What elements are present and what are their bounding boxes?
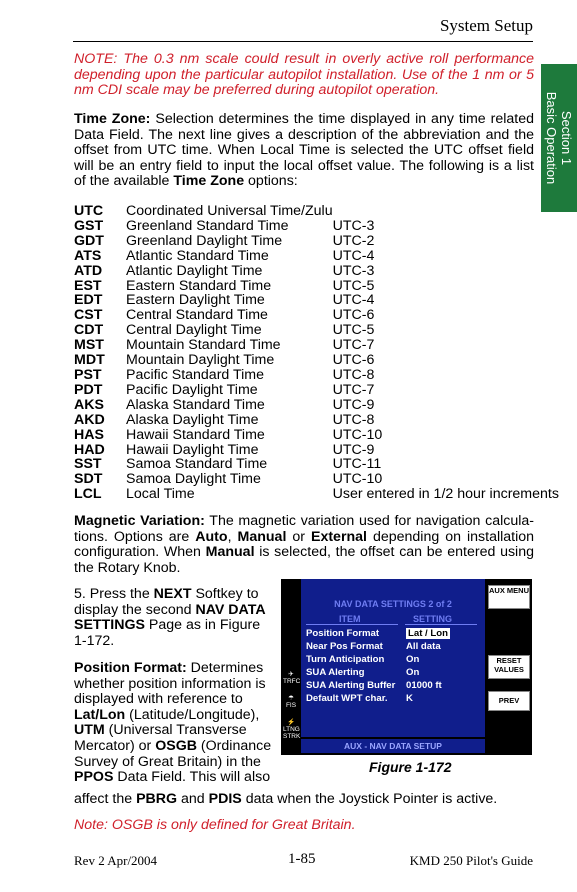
timezone-name: Central Standard Time: [126, 307, 268, 324]
step5-text: Softkey to display the second: [74, 586, 259, 618]
setting-row[interactable]: [306, 628, 486, 641]
step5-text: Page as in Figure 1-172.: [74, 617, 261, 649]
timezone-row: [74, 457, 559, 472]
page-name-bar: AUX - NAV DATA SETUP: [301, 739, 485, 753]
position-format-text: Determines whether position information is displayed with reference to: [74, 660, 266, 708]
timezone-code: GST: [74, 217, 104, 234]
timezone-code: CDT: [74, 322, 104, 339]
timezone-code: MST: [74, 337, 104, 354]
magvar-label: Magnetic Variation:: [74, 513, 205, 529]
magvar-text: or: [286, 528, 311, 545]
setting-item: SUA Alerting: [306, 667, 365, 678]
lightning-label: LTNG STRK: [283, 726, 301, 740]
setting-item: Near Pos Format: [306, 641, 383, 652]
timezone-code: MDT: [74, 352, 105, 369]
position-format-text: (Universal Transverse Mercator) or: [74, 722, 247, 754]
item-header-rule: [306, 624, 398, 625]
timezone-offset: [333, 204, 559, 219]
timezone-bold: Time Zone: [173, 173, 245, 190]
magvar-option-external: External: [310, 528, 367, 545]
timezone-code: AKS: [74, 396, 104, 413]
setting-value[interactable]: K: [406, 693, 413, 704]
lightning-icon[interactable]: ⚡ LTNG STRK: [283, 719, 301, 740]
setting-row[interactable]: [306, 693, 486, 706]
timezone-offset: UTC-3: [332, 262, 375, 279]
timezone-offset: UTC-4: [332, 247, 375, 264]
pdis-field: PDIS: [208, 791, 242, 807]
autopilot-note: NOTE: The 0.3 nm scale could result in overly active roll performance depending upon the particular autopilot installation. Use of the 1 nm or 5 nm CDI scale may be preferred during autopilot operation.: [74, 51, 534, 99]
timezone-offset: UTC-3: [332, 217, 375, 234]
setting-row[interactable]: [306, 667, 486, 680]
timezone-name: Local Time: [126, 486, 195, 503]
setting-value[interactable]: On: [406, 667, 420, 678]
timezone-name: Atlantic Daylight Time: [126, 262, 263, 279]
timezone-offset: UTC-4: [332, 292, 375, 309]
timezone-row: [74, 279, 559, 294]
timezone-name: Coordinated Universal Time/Zulu: [126, 203, 333, 219]
panel-title: NAV DATA SETTINGS 2 of 2: [334, 599, 452, 609]
timezone-text2: options:: [244, 173, 298, 190]
timezone-code: SST: [74, 456, 102, 473]
timezone-name: Hawaii Standard Time: [126, 426, 265, 443]
setting-item: Turn Anticipation: [306, 654, 385, 665]
timezone-row: [74, 249, 559, 264]
footer-revision: Rev 2 Apr/2004: [74, 853, 158, 868]
timezone-offset: UTC-10: [332, 426, 383, 443]
timezone-name: Central Daylight Time: [126, 322, 262, 339]
timezone-code: EST: [74, 277, 102, 294]
timezone-offset: UTC-10: [332, 471, 383, 488]
position-format-continuation: [74, 792, 534, 808]
timezone-row: [74, 368, 559, 383]
magvar-text: ,: [227, 528, 238, 545]
continuation-text: data when the Joystick Pointer is active.: [241, 791, 498, 807]
timezone-row: [74, 293, 559, 308]
ppos-field: PPOS: [74, 769, 114, 786]
timezone-offset: UTC-7: [332, 381, 375, 398]
timezone-offset: UTC-7: [332, 337, 375, 354]
timezone-offset: UTC-9: [332, 396, 375, 413]
timezone-name: Atlantic Standard Time: [126, 247, 269, 264]
timezone-code: CST: [74, 307, 103, 324]
timezone-offset: UTC-6: [332, 352, 375, 369]
timezone-offset: UTC-8: [332, 411, 375, 428]
figure-caption: Figure 1-172: [369, 759, 452, 775]
position-format-paragraph: [74, 661, 272, 786]
timezone-offset: UTC-5: [332, 322, 375, 339]
column-setting-header: SETTING: [413, 614, 453, 624]
magvar-text: The magnetic variation used for navigation calcula-tions. Options are: [74, 513, 535, 545]
setting-value[interactable]: 01000 ft: [406, 680, 442, 691]
header-title: System Setup: [439, 16, 533, 35]
timezone-offset: UTC-9: [332, 441, 375, 458]
footer-guide-title: KMD 250 Pilot's Guide: [409, 853, 533, 868]
timezone-code: HAD: [74, 441, 105, 458]
timezone-row: [74, 219, 559, 234]
section-title: Basic Operation: [544, 91, 559, 185]
timezone-row: [74, 308, 559, 323]
timezone-code: PDT: [74, 381, 103, 398]
timezone-code: PST: [74, 366, 102, 383]
step5-paragraph: [74, 587, 272, 649]
timezone-code: EDT: [74, 292, 103, 309]
position-format-text: (Ordinance Survey of Great Britain) in the: [74, 737, 272, 770]
header-rule: [73, 41, 533, 42]
option-latlon: Lat/Lon: [74, 706, 126, 723]
timezone-row: [74, 234, 559, 249]
timezone-row: [74, 472, 559, 487]
timezone-row: [74, 413, 559, 428]
column-item-header: ITEM: [339, 614, 361, 624]
section-tab-label: [544, 92, 574, 185]
magvar-option-manual: Manual: [205, 544, 255, 561]
timezone-name: Alaska Standard Time: [126, 396, 265, 413]
continuation-text: affect the: [74, 791, 137, 807]
timezone-name: Greenland Standard Time: [126, 217, 289, 234]
timezone-name: Samoa Daylight Time: [126, 471, 261, 488]
fis-icon[interactable]: ☂ FIS: [285, 695, 297, 709]
timezone-code: LCL: [74, 486, 102, 503]
position-format-text: Data Field. This will also: [113, 769, 271, 786]
timezone-paragraph: [74, 112, 534, 190]
setting-item: Position Format: [306, 628, 380, 639]
timezone-table: [74, 204, 559, 502]
position-format-text: (Latitude/Longitude),: [125, 706, 260, 723]
magvar-paragraph: [74, 514, 534, 576]
setting-row[interactable]: [306, 641, 486, 654]
timezone-row: [74, 353, 559, 368]
magvar-option-manual: Manual: [237, 528, 287, 545]
timezone-row: [74, 338, 559, 353]
pbrg-field: PBRG: [136, 791, 178, 807]
step5-text: 5. Press the: [74, 586, 154, 602]
osgb-note: Note: OSGB is only defined for Great Britain.: [74, 817, 356, 833]
timezone-name: Eastern Standard Time: [126, 277, 272, 294]
timezone-code: AKD: [74, 411, 105, 428]
setting-row[interactable]: [306, 680, 486, 693]
timezone-name: Alaska Daylight Time: [126, 411, 259, 428]
setting-row[interactable]: [306, 654, 486, 667]
aux-menu-softkey[interactable]: AUX MENU: [488, 585, 530, 609]
magvar-text: is selected, the offset can be entered using the Rotary Knob.: [74, 544, 534, 576]
magvar-text: depending on installation configuration. When: [74, 528, 535, 561]
magvar-option-auto: Auto: [195, 528, 228, 545]
fis-label: FIS: [285, 702, 297, 709]
timezone-code: GDT: [74, 232, 104, 249]
setting-value[interactable]: All data: [406, 641, 441, 652]
timezone-name: Samoa Standard Time: [126, 456, 268, 473]
reset-values-softkey[interactable]: RESET VALUES: [488, 655, 530, 679]
step5-next: NEXT: [153, 586, 192, 602]
timezone-offset: UTC-8: [332, 366, 375, 383]
timezone-code: UTC: [74, 203, 104, 219]
step5-page-name: NAV DATA SETTINGS: [74, 601, 266, 634]
continuation-text: and: [177, 791, 209, 807]
nav-settings-panel: [301, 579, 485, 737]
page-number: 1-85: [288, 851, 316, 867]
prev-softkey[interactable]: PREV: [488, 691, 530, 711]
timezone-name: Pacific Daylight Time: [126, 381, 258, 398]
timezone-name: Hawaii Daylight Time: [126, 441, 259, 458]
setting-value[interactable]: Lat / Lon: [408, 628, 448, 639]
timezone-code: ATS: [74, 247, 102, 264]
timezone-row: [74, 383, 559, 398]
timezone-row: [74, 204, 559, 219]
timezone-text1: Selection determines the time displayed in any time related Data Field. The next line gives a description of the abbreviation and the offset from UTC time. When Local Time is selected the UTC offset field will be an entry field to input the local offset value. The following is a list of the available: [74, 111, 534, 190]
timezone-offset: UTC-2: [332, 232, 375, 249]
timezone-label: Time Zone:: [74, 111, 151, 127]
setting-header-rule: [405, 624, 477, 625]
timezone-row: [74, 264, 559, 279]
timezone-name: Eastern Daylight Time: [126, 292, 265, 309]
option-osgb: OSGB: [155, 737, 197, 754]
position-format-label: Position Format:: [74, 660, 187, 676]
traffic-icon[interactable]: ✈ TRFC: [283, 671, 301, 685]
section-number: Section 1: [559, 110, 574, 166]
setting-item: SUA Alerting Buffer: [306, 680, 396, 691]
timezone-row: [74, 398, 559, 413]
timezone-row: [74, 323, 559, 338]
timezone-row: [74, 487, 559, 502]
setting-item: Default WPT char.: [306, 693, 388, 704]
timezone-offset: User entered in 1/2 hour increments: [332, 486, 559, 503]
timezone-name: Pacific Standard Time: [126, 366, 264, 383]
timezone-name: Greenland Daylight Time: [126, 232, 283, 249]
timezone-name: Mountain Standard Time: [126, 337, 281, 354]
timezone-row: [74, 428, 559, 443]
option-utm: UTM: [74, 722, 105, 739]
timezone-code: SDT: [74, 471, 103, 488]
timezone-code: ATD: [74, 262, 103, 279]
timezone-offset: UTC-5: [332, 277, 375, 294]
device-screenshot: [281, 579, 532, 755]
timezone-row: [74, 443, 559, 458]
timezone-offset: UTC-11: [332, 456, 382, 473]
timezone-name: Mountain Daylight Time: [126, 352, 275, 369]
traffic-label: TRFC: [283, 678, 301, 685]
timezone-offset: UTC-6: [332, 307, 375, 324]
setting-value[interactable]: On: [406, 654, 420, 665]
timezone-code: HAS: [74, 426, 104, 443]
